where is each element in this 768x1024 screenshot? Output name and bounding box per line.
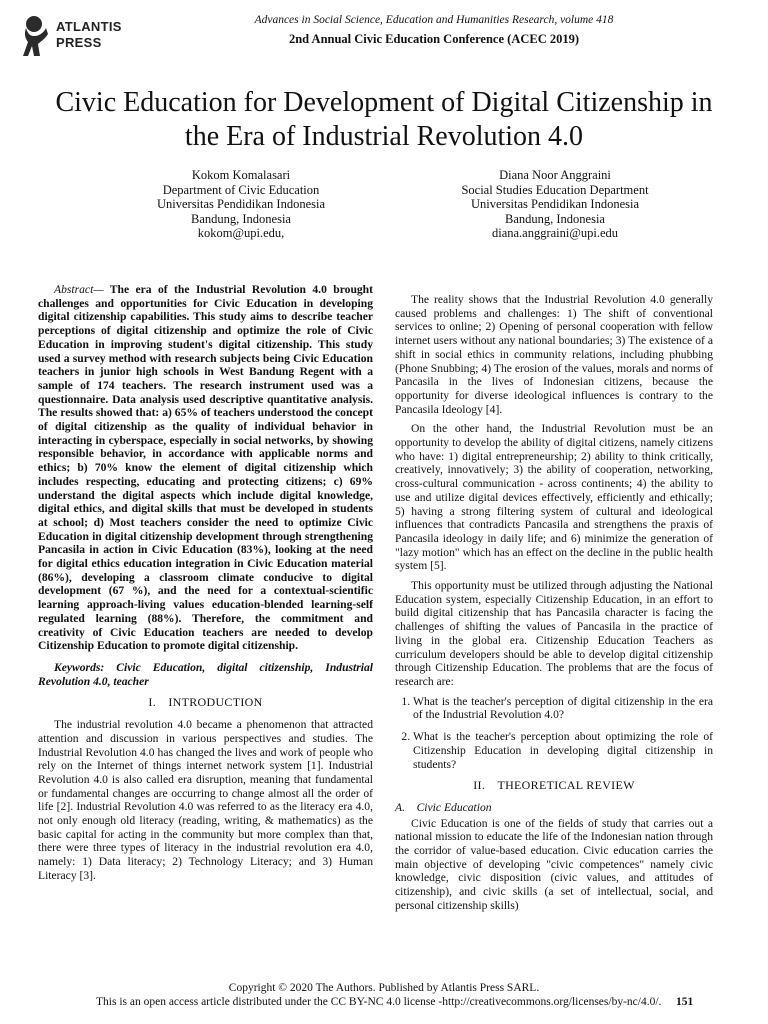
paper-title: Civic Education for Development of Digital Citizenship in the Era of Industrial Revolution 4.0 — [55, 87, 713, 152]
body-paragraph-3: This opportunity must be utilized through adjusting the National Education system, especially Citizenship Education, in an effort to build digital citizenship that has Pancasila character is facing the challenges of shifting the values of Pancasila in the practice of living in the global era. Citizenship Education Teachers as curriculum developers should be able to develop digital citizenship through Citizenship Education. The problems that are the focus of research are: — [395, 579, 713, 688]
keywords — [38, 661, 373, 688]
atlas-figure-icon — [20, 14, 52, 58]
research-question: 2. What is the teacher's perception about optimizing the role of Citizenship Education in developing digital citizenship in students? — [413, 730, 713, 771]
publisher-name-line1: ATLANTIS — [56, 19, 122, 34]
body-paragraph-4: Civic Education is one of the fields of study that carries out a national mission to educate the life of the Indonesian nation through the corridor of value-based education. Civic education carries the main objective of developing "civic competences" namely civic knowledge, civic disposition (civic values, and attitudes of citizenship), and civic skills (a set of intellectual, social, and personal citizenship skills) — [395, 816, 713, 912]
conference-name: 2nd Annual Civic Education Conference (ACEC 2019) — [288, 32, 580, 46]
research-question: 1. What is the teacher's perception of digital citizenship in the era of the Industrial Revolution 4.0? — [413, 695, 713, 722]
publisher-logo — [20, 14, 130, 60]
author-department: Department of Civic Education — [162, 182, 320, 197]
abstract — [38, 283, 373, 653]
abstract-text: The era of the Industrial Revolution 4.0 brought challenges and opportunities for Civic Education in developing digital citizenship capabilities. This study aims to describe teacher perceptions of digital citizenship and optimize the role of Civic Education in improving student's digital citizenship. This study used a survey method with research subjects being Civic Education teachers in junior high schools in West Bandung Regent with a sample of 174 teachers. The research instrument used was a questionnaire. Data analysis used descriptive quantitative analysis. The results showed that: a) 65% of teachers understood the concept of digital citizenship as the quality of individual behavior in interacting in cyberspace, especially in social networks, by showing responsible behavior, in accordance with applicable norms and ethics; b) 70% know the element of digital citizenship which includes respecting, educating and protecting citizens; c) 69% understand the digital aspects which include digital knowledge, digital ethics, and digital skills that must be developed in students at school; d) Most teachers consider the need to optimize Civic Education in digital citizenship development through strengthening Pancasila in action in Civic Education (83%), looking at the need for digital ethics education integration in Civic Education material (86%), developing a classroom climate conducive to digital development (67 %), and the need for a contextual-scientific learning approach-living values education-blended learning-self regulated learning (88%). Therefore, the commitment and creativity of Civic Education teachers are needed to develop Citizenship Education to promote digital citizenship. — [38, 283, 373, 653]
author-city: Bandung, Indonesia — [505, 211, 605, 226]
right-column — [395, 293, 713, 919]
section-heading-theoretical-review: II. THEORETICAL REVIEW — [473, 778, 635, 793]
author-department: Social Studies Education Department — [461, 182, 649, 197]
keywords-text: Civic Education, digital citizenship, Industrial Revolution 4.0, teacher — [38, 660, 373, 688]
publisher-name-line2: PRESS — [56, 35, 102, 50]
author-university: Universitas Pendidikan Indonesia — [156, 197, 326, 211]
author-name: Kokom Komalasari — [191, 168, 291, 182]
author-name: Diana Noor Anggraini — [499, 168, 611, 182]
keywords-label: Keywords: — [54, 660, 105, 674]
series-title: Advances in Social Science, Education and Humanities Research, volume 418 — [254, 14, 614, 26]
author-block-2 — [405, 168, 705, 241]
author-email[interactable]: diana.anggraini@upi.edu — [491, 226, 619, 240]
introduction-paragraph: The industrial revolution 4.0 became a phenomenon that attracted attention and discussion in various perspectives and studies. The Industrial Revolution 4.0 has changed the lives and work of people who rely on the Internet of things internet network system [1]. Industrial Revolution 4.0 is also called era disruption, meaning that fundamental or fundamental changes are occurring to change almost all the order of life [2]. Industrial Revolution 4.0 was referred to as the literacy era 4.0, not only enough old literacy (reading, writing, & mathematics) as the basic capital for acting in the community but more complex than that, there were three types of literacy in the industrial revolution era 4.0, namely: 1) Data literacy; 2) Technology Literacy; and 3) Human Literacy [3]. — [38, 718, 373, 882]
subsection-heading-civic-education: A. Civic Education — [395, 800, 492, 814]
body-paragraph-2: On the other hand, the Industrial Revolution must be an opportunity to develop the ability of digital citizens, namely citizens who have: 1) digital entrepreneurship; 2) ability to think critically, creatively, innovatively; 3) the ability of cooperation, networking, cross-cultural communication - across continents; 4) the ability to use and utilize digital devices effectively, efficiently and ethically; 5) having a strong filtering system of cultural and ideological influences that contradicts Pancasila and strengthens the praxis of Pancasila ideology in daily life; and 6) minimize the generation of "lazy motion" which has an effect on the decline in the public health system [5]. — [395, 422, 713, 573]
footer-copyright: Copyright © 2020 The Authors. Published by Atlantis Press SARL. — [228, 982, 540, 994]
author-university: Universitas Pendidikan Indonesia — [470, 197, 640, 211]
left-column — [38, 283, 373, 889]
page-number: 151 — [676, 996, 694, 1008]
author-email[interactable]: kokom@upi.edu, — [197, 226, 285, 240]
research-questions-list — [395, 695, 713, 772]
section-heading-introduction: I. INTRODUCTION — [148, 695, 263, 710]
author-city: Bandung, Indonesia — [191, 211, 291, 226]
body-paragraph-1: The reality shows that the Industrial Revolution 4.0 generally caused problems and challenges: 1) The shift of conventional services to online; 2) Opening of personal cooperation with fellow internet users without any national boundaries; 3) The existence of a shift in social ethics in community relations, including phubbing (Phone Snubbing; 4) The erosion of the values, morals and norms of Pancasila in the lives of Indonesian citizens, because the opportunity for diverse ideological influences is contrary to the Pancasila Ideology [4]. — [395, 293, 713, 416]
footer-license[interactable]: This is an open access article distributed under the CC BY-NC 4.0 license -http://creativecommons.org/licenses/by-nc/4.0/. — [96, 996, 662, 1008]
abstract-label: Abstract— — [54, 283, 104, 296]
author-block-1 — [91, 168, 391, 241]
